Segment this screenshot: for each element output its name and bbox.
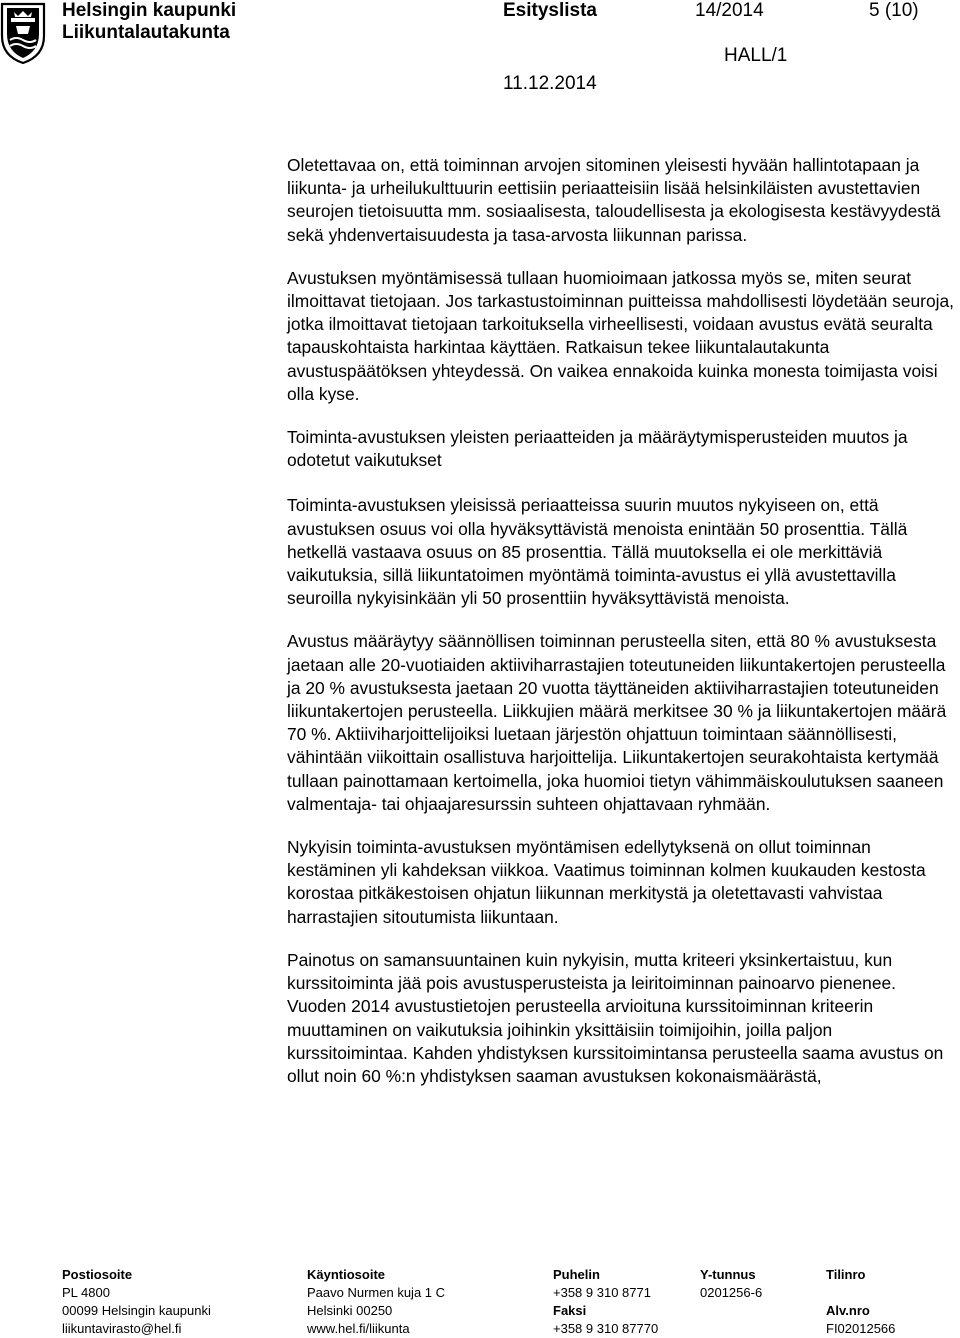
- visit-line-2: Helsinki 00250: [307, 1303, 393, 1318]
- document-number: 14/2014: [695, 0, 764, 21]
- phone-heading: Puhelin: [553, 1267, 600, 1282]
- fax-number: +358 9 310 87770: [553, 1321, 659, 1336]
- postal-line-2: 00099 Helsingin kaupunki: [62, 1303, 211, 1318]
- alv-heading: Alv.nro: [826, 1303, 870, 1318]
- helsinki-crest-logo: [0, 0, 46, 66]
- page-number: 5 (10): [869, 0, 919, 21]
- footer-phone: [553, 1266, 658, 1338]
- footer-postal: [62, 1266, 211, 1338]
- visit-heading: Käyntiosoite: [307, 1267, 386, 1282]
- visit-website: www.hel.fi/liikunta: [307, 1321, 410, 1336]
- paragraph-1: Oletettavaa on, että toiminnan arvojen sitominen yleisesti hyvään hallintotapaan ja liikunta- ja urheilukulttuurin eettisiin periaatteisiin lisää helsinkiläisten avustettavien seurojen tietoisuutta mm. sosiaalisesta, taloudellisesta ja ekologisesta kestävyydestä sekä yhdenvertaisuudesta ja tasa-arvosta liikunnan parissa.: [287, 155, 941, 245]
- paragraph-6: Painotus on samansuuntainen kuin nykyisin, mutta kriteeri yksinkertaistuu, kun kurssitoiminta jää pois avustusperusteista ja leiritoiminnan painoarvo pienenee. Vuoden 2014 avustustietojen perusteella arvioituna kurssitoiminnan kriteerin muuttaminen on vaikutuksia joihinkin yksittäisiin toimijoihin, joilla paljon kurssitoimintaa. Kahden yhdistyksen kurssitoimintansa perusteella saama avustus on ollut noin 60 %:n yhdistyksen saaman avustuksen kokonaismäärästä,: [287, 949, 944, 1086]
- postal-heading: Postiosoite: [62, 1267, 133, 1282]
- body-text: [287, 154, 957, 1108]
- paragraph-4: Avustus määräytyy säännöllisen toiminnan perusteella siten, että 80 % avustuksesta jaetaan alle 20-vuotiaiden aktiiviharrastajien toteutuneiden liikuntakertojen perusteella ja 20 % avustuksesta jaetaan 20 vuotta täyttäneiden aktiiviharrastajien toteutuneiden liikuntakertojen perusteella. Liikkujien määrä merkitsee 30 % ja liikuntakertojen määrä 70 %. Aktiiviharjoittelijoiksi luetaan järjestön ohjattuun toimintaan säännöllisesti, vähintään viikoittain osallistuva harjoittelija. Liikuntakertojen seurakohtaista kertymää tullaan painottamaan kertoimella, joka huomioi tietyn vähimmäiskoulutuksen saaneen valmentaja- tai ohjaajaresurssin suhteen ohjattavaan ryhmään.: [287, 631, 947, 814]
- section-code: HALL/1: [724, 45, 788, 66]
- postal-email: liikuntavirasto@hel.fi: [62, 1321, 182, 1336]
- fax-heading: Faksi: [553, 1303, 587, 1318]
- footer-account: [826, 1266, 895, 1338]
- postal-line-1: PL 4800: [62, 1285, 110, 1300]
- visit-line-1: Paavo Nurmen kuja 1 C: [307, 1285, 446, 1300]
- account-heading: Tilinro: [826, 1267, 866, 1282]
- phone-number: +358 9 310 8771: [553, 1285, 651, 1300]
- board-name: Liikuntalautakunta: [62, 22, 230, 43]
- footer-ytunnus: [700, 1266, 762, 1302]
- ytunnus-value: 0201256-6: [700, 1285, 763, 1300]
- alv-number: FI02012566: [826, 1321, 896, 1336]
- section-heading: Toiminta-avustuksen yleisten periaatteiden ja määräytymisperusteiden muutos ja odotetut vaikutukset: [287, 427, 908, 471]
- paragraph-2: Avustuksen myöntämisessä tullaan huomioimaan jatkossa myös se, miten seurat ilmoittavat tietojaan. Jos tarkastustoiminnan puitteissa mahdollisesti löydetään seuroja, jotka ilmoittavat tietojaan tarkoituksella virheellisesti, voidaan avustus evätä seuralta tapauskohtaista harkintaa käyttäen. Ratkaisun tekee liikuntalautakunta avustuspäätöksen yhteydessä. On vaikea ennakoida kuinka monesta toimijasta voisi olla kyse.: [287, 267, 954, 404]
- city-name: Helsingin kaupunki: [62, 0, 237, 21]
- meeting-date: 11.12.2014: [503, 73, 597, 94]
- paragraph-5: Nykyisin toiminta-avustuksen myöntämisen edellytyksenä on ollut toiminnan kestäminen yli kahdeksan viikkoa. Vaatimus toiminnan kolmen kuukauden kestosta korostaa pitkäkestoisen ohjatun liikunnan merkitystä ja oletettavasti vahvistaa harrastajien sitoutumista liikuntaan.: [287, 837, 926, 927]
- paragraph-3: Toiminta-avustuksen yleisissä periaatteissa suurin muutos nykyiseen on, että avustuksen osuus voi olla hyväksyttävistä menoista enintään 50 prosenttia. Tällä hetkellä vastaava osuus on 85 prosenttia. Tällä muutoksella ei ole merkittäviä vaikutuksia, sillä liikuntatoimen myöntämä toiminta-avustus ei yllä avustettavilla seuroilla nykyisinkään yli 50 prosenttiin hyväksyttävistä menoista.: [287, 495, 908, 609]
- document-type: Esityslista: [503, 0, 597, 21]
- footer-visit: [307, 1266, 445, 1338]
- ytunnus-heading: Y-tunnus: [700, 1267, 756, 1282]
